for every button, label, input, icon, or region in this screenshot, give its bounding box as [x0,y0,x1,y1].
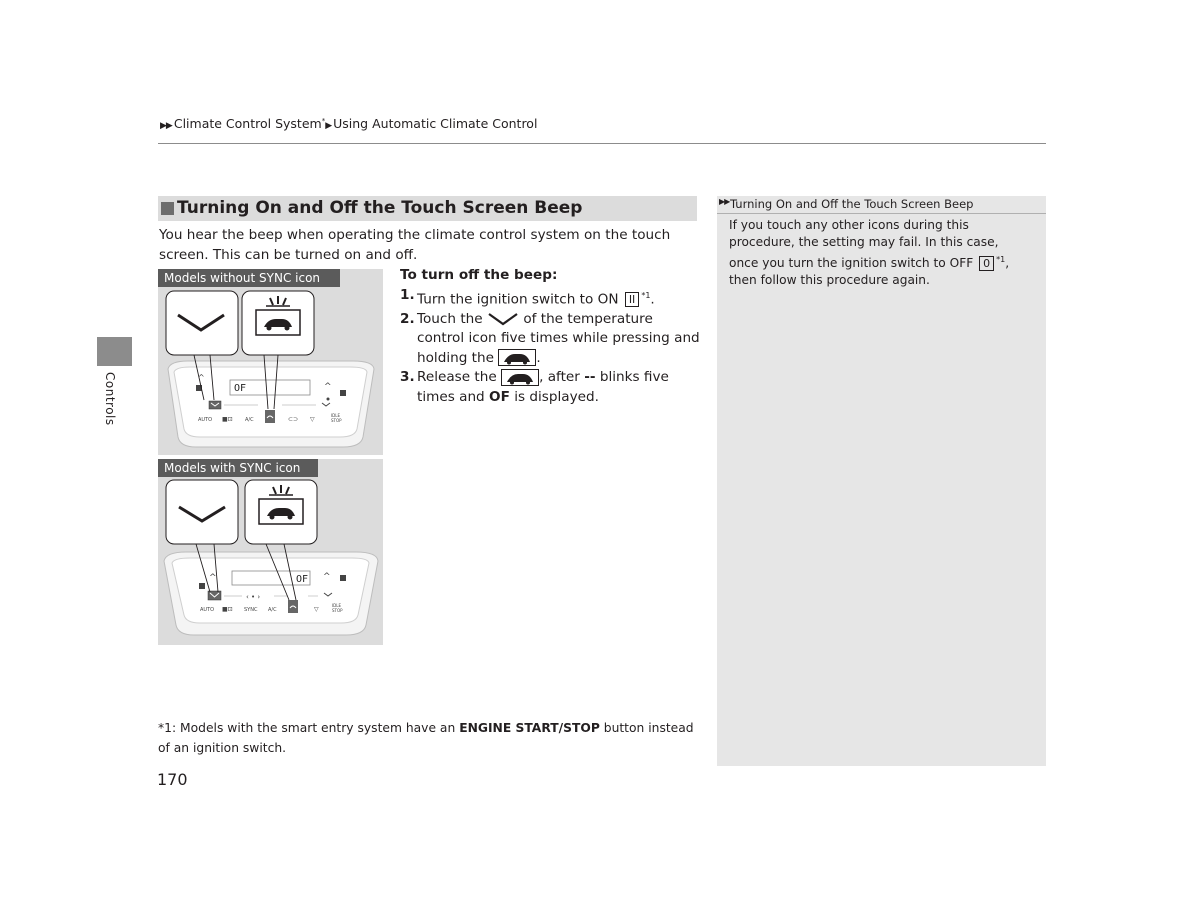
climate-panel-diagram [158,269,383,455]
car-beep-icon [501,369,539,386]
step-2: 2. Touch the of the temperature control icon five times while pressing and holding the . [400,310,700,366]
svg-text:^: ^ [209,573,217,583]
steps-heading: To turn off the beep: [400,267,558,283]
svg-text:STOP: STOP [332,608,343,613]
side-note-header [717,196,1046,214]
sync-label: SYNC [244,607,258,613]
ignition-on-key-icon: II [625,292,640,307]
chevron-down-icon [487,312,519,326]
svg-text:^: ^ [324,382,332,392]
svg-text:^: ^ [323,572,331,582]
svg-text:■⊡: ■⊡ [222,416,233,423]
breadcrumb-topic[interactable]: Using Automatic Climate Control [333,116,538,131]
figure-label: Models with SYNC icon [158,459,318,477]
steps-block [400,266,700,407]
section-title: Turning On and Off the Touch Screen Beep [177,198,583,218]
svg-text:IDLE: IDLE [331,413,341,418]
side-note-title: Turning On and Off the Touch Screen Beep [730,197,974,211]
note-arrow-icon: ▶▶ [719,197,730,206]
temp-up-icon: ^ [198,373,205,382]
step-3: 3. Release the , after -- blinks five times and OF is displayed. [400,369,669,405]
display-text: OF [234,383,247,394]
side-note-body: If you touch any other icons during this procedure, the setting may fail. In this case, once you turn the ignition switch to OFF 0 $^{*1}$, then follow this procedure again. [729,218,1010,288]
svg-text:IDLE: IDLE [332,603,342,608]
section-square-icon [161,202,174,215]
breadcrumb [160,116,537,131]
section-header [158,196,697,221]
figure-with-sync [158,459,383,645]
svg-text:‹ • ›: ‹ • › [246,593,261,601]
svg-text:■⊡: ■⊡ [222,606,233,613]
svg-text:▽: ▽ [314,606,319,613]
breadcrumb-section[interactable]: Climate Control System [173,116,322,131]
figure-label: Models without SYNC icon [158,269,340,287]
chapter-tab [97,337,132,366]
display-text: OF [296,574,309,585]
svg-text:STOP: STOP [331,418,342,423]
breadcrumb-arrow-icon: ▶▶ [160,121,172,131]
auto-label: AUTO [198,417,213,423]
breadcrumb-separator-icon: ▶ [325,121,332,131]
climate-panel-diagram [158,459,383,645]
step-1: 1. Turn the ignition switch to ON II $^{*1}$. [400,286,655,308]
svg-text:AUTO: AUTO [200,607,215,613]
figure-without-sync [158,269,383,455]
svg-text:⊂⊃: ⊂⊃ [288,416,299,423]
car-beep-icon [498,349,536,366]
breadcrumb-asterisk: * [321,116,326,125]
footnote-ref: *1 [641,290,651,300]
footnote: *1: Models with the smart entry system have an ENGINE START/STOP button instead of an ignition switch. [158,721,694,755]
ignition-off-key-icon: 0 [979,256,994,271]
chapter-tab-label: Controls [103,372,117,426]
header-divider [158,143,1046,144]
page-number: 170 [157,770,188,789]
ac-label: A/C [245,417,254,423]
footnote-ref: *1 [996,255,1006,264]
section-intro: You hear the beep when operating the climate control system on the touch screen. This can be turned on and off. [159,227,671,263]
svg-text:A/C: A/C [268,607,277,613]
svg-text:▽: ▽ [310,416,315,423]
side-note [717,196,1046,766]
